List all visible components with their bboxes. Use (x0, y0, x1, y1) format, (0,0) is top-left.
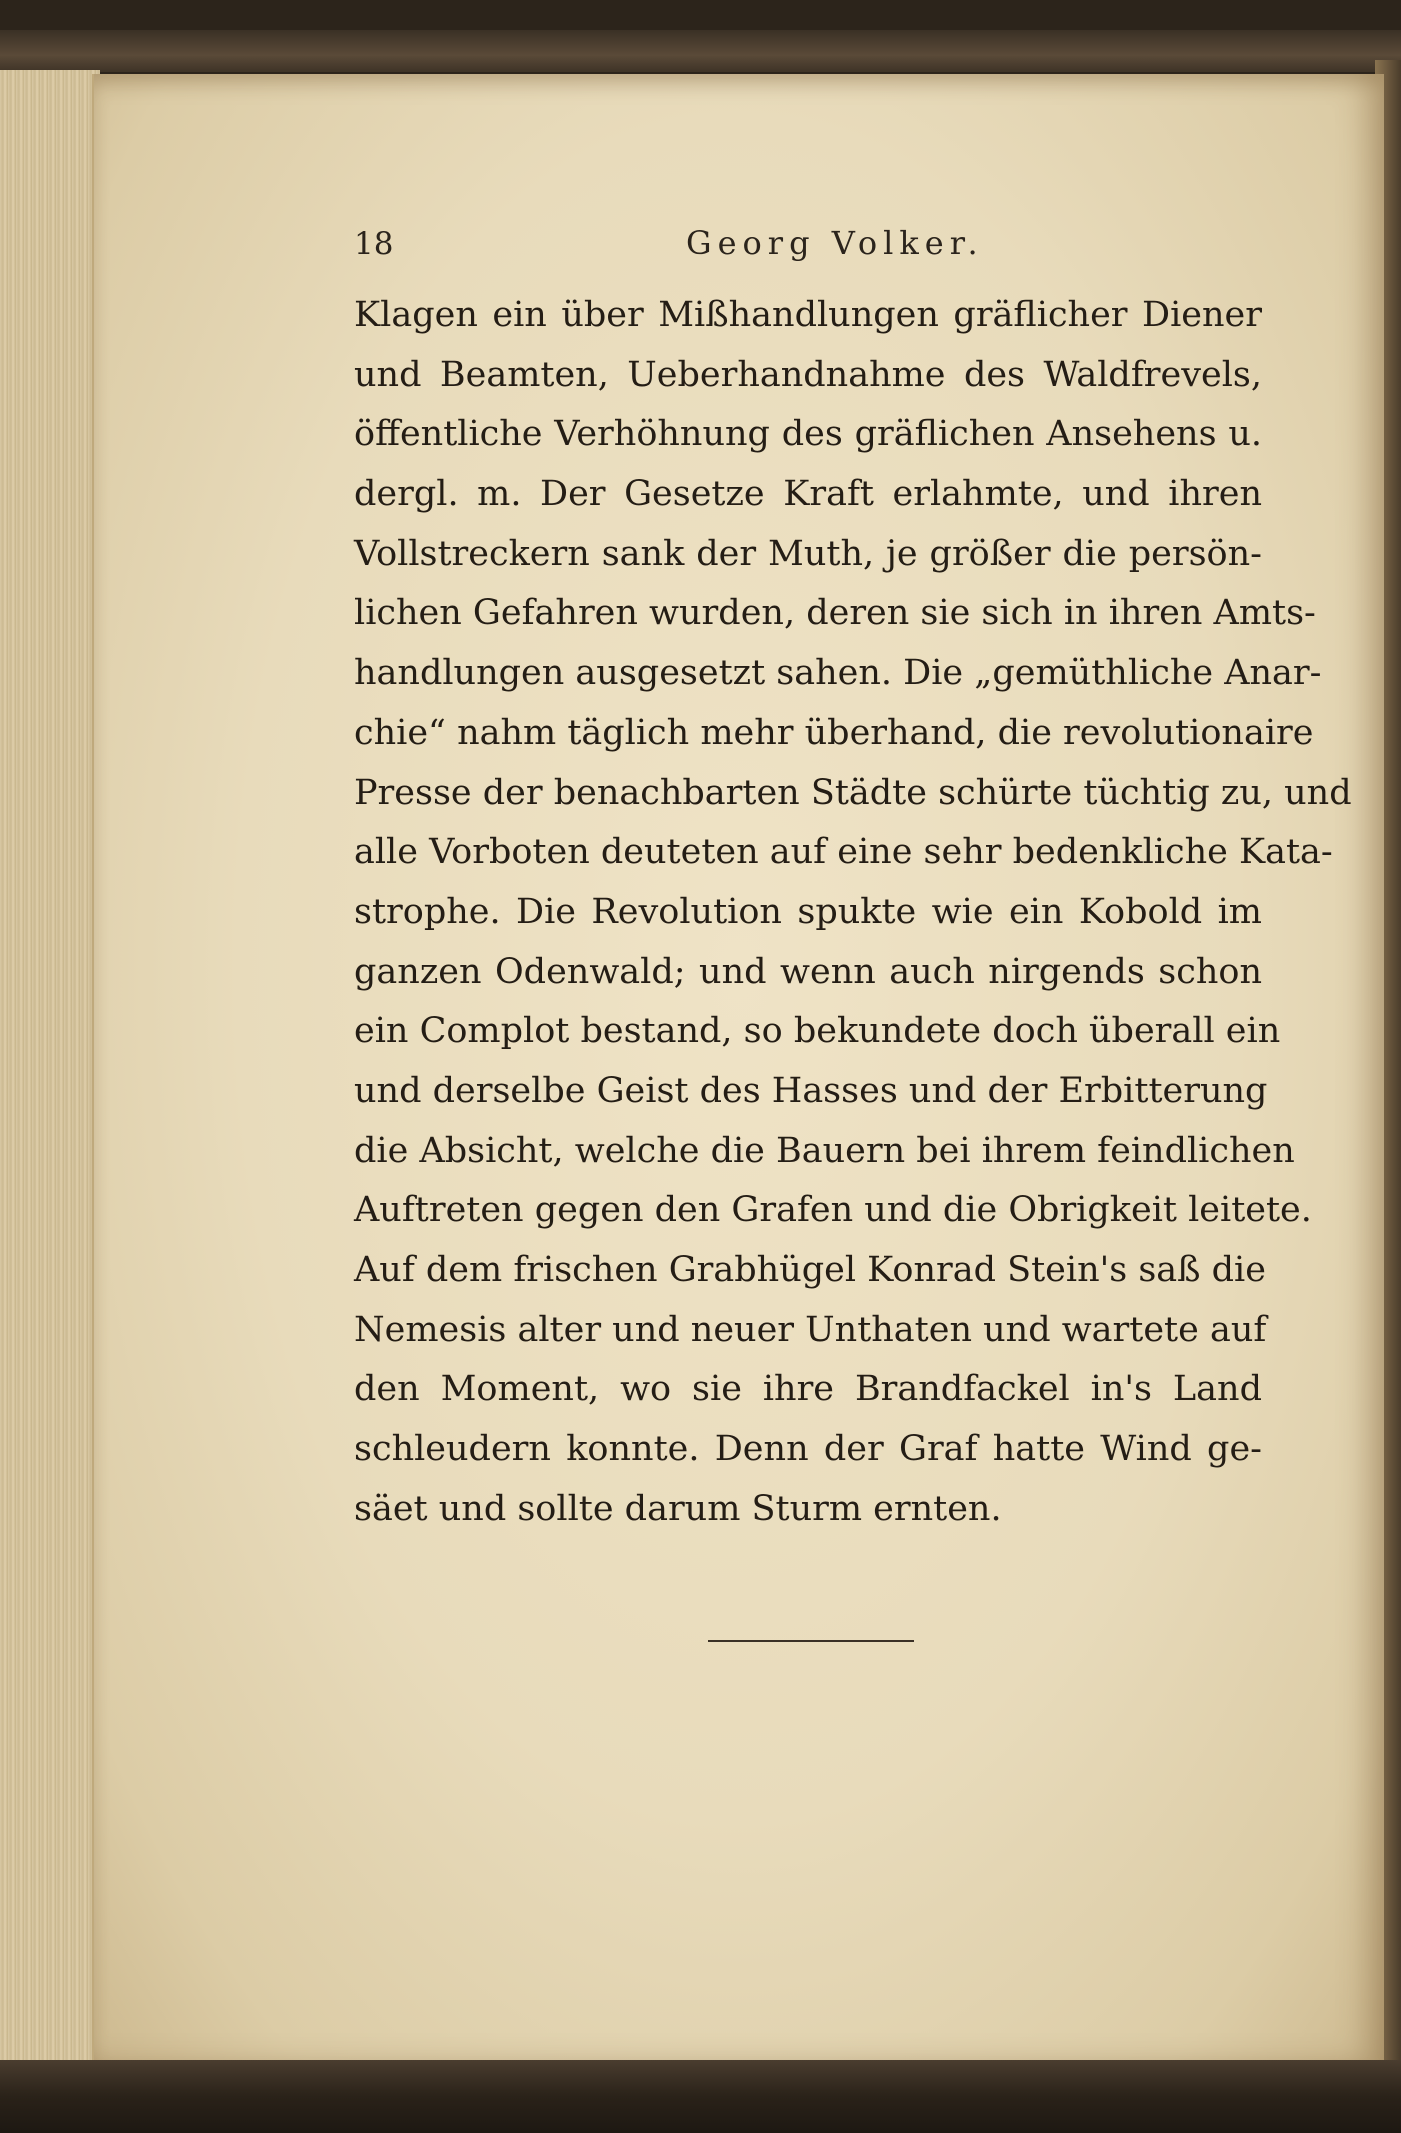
text-line: und Beamten, Ueberhandnahme des Waldfrevels, (354, 354, 1262, 395)
text-line: schleudern konnte. Denn der Graf hatte Wind ge- (354, 1429, 1262, 1470)
text-line: alle Vorboten deuteten auf eine sehr bedenkliche Kata- (354, 832, 1333, 873)
text-line: Auftreten gegen den Grafen und die Obrigkeit leitete. (354, 1190, 1312, 1231)
body-text (354, 286, 1352, 1539)
text-line: Auf dem frischen Grabhügel Konrad Stein's saß die (354, 1250, 1266, 1290)
running-head (354, 216, 1254, 276)
text-line: und derselbe Geist des Hasses und der Erbitterung (354, 1070, 1268, 1111)
text-line: säet und sollte darum Sturm ernten. (354, 1488, 1002, 1529)
text-line: Vollstreckern sank der Muth, je größer die persön- (354, 533, 1262, 574)
page-stack-edge (0, 70, 100, 2065)
text-line: Nemesis alter und neuer Unthaten und wartete auf (354, 1309, 1267, 1350)
text-line: strophe. Die Revolution spukte wie ein Kobold im (354, 891, 1262, 932)
text-line: dergl. m. Der Gesetze Kraft erlahmte, und ihren (354, 474, 1262, 515)
page-number: 18 (354, 226, 394, 262)
text-line: ganzen Odenwald; und wenn auch nirgends schon (354, 951, 1262, 992)
running-title: Georg Volker. (686, 224, 984, 262)
book-cover-top-edge (0, 30, 1401, 72)
text-line: öffentliche Verhöhnung des gräflichen Ansehens u. (354, 414, 1262, 455)
text-line: Klagen ein über Mißhandlungen gräflicher Diener (354, 295, 1262, 335)
text-line: die Absicht, welche die Bauern bei ihrem feindlichen (354, 1130, 1295, 1171)
text-line: handlungen ausgesetzt sahen. Die „gemüthliche Anar- (354, 653, 1322, 694)
text-line: lichen Gefahren wurden, deren sie sich in ihren Amts- (354, 593, 1316, 634)
text-line: ein Complot bestand, so bekundete doch überall ein (354, 1011, 1281, 1052)
text-line: Presse der benachbarten Städte schürte tüchtig zu, und (354, 772, 1352, 813)
book-cover-bottom-edge (0, 2060, 1401, 2133)
section-end-rule (708, 1640, 914, 1642)
text-line: chie“ nahm täglich mehr überhand, die revolutionaire (354, 712, 1314, 753)
text-line: den Moment, wo sie ihre Brandfackel in's Land (354, 1369, 1262, 1410)
